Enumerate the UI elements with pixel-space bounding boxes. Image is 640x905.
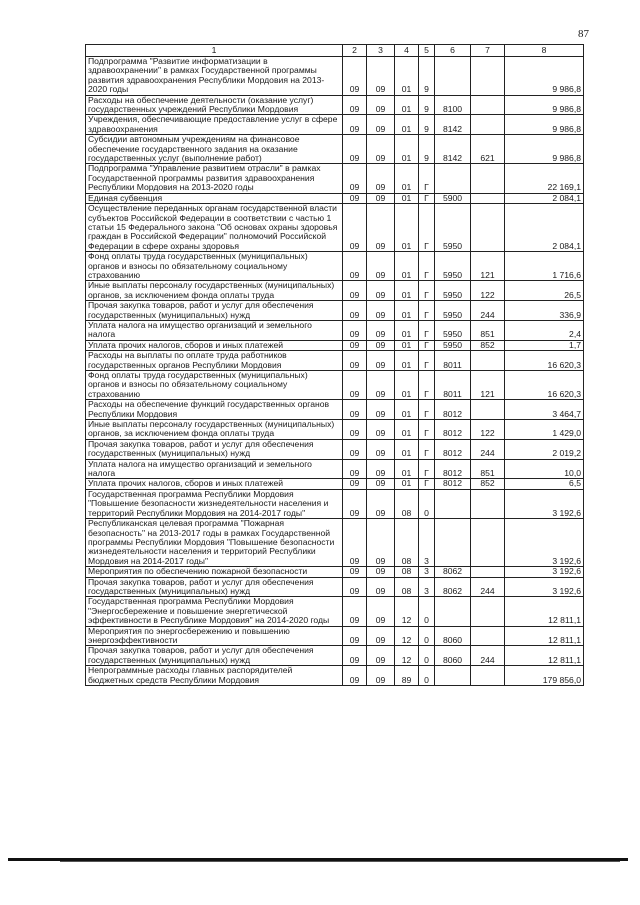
row-amount-cell: 16 620,3	[505, 351, 584, 371]
row-code-cell: 01	[395, 252, 419, 281]
row-code-cell: 09	[367, 459, 395, 479]
row-code-cell: 01	[395, 95, 419, 115]
table-row	[86, 371, 584, 400]
table-row	[86, 597, 584, 626]
row-code-cell: 09	[367, 281, 395, 301]
row-code-cell: 09	[343, 164, 367, 193]
row-name-cell: Уплата прочих налогов, сборов и иных платежей	[86, 479, 343, 489]
row-code-cell: Г	[419, 164, 435, 193]
table-row	[86, 420, 584, 440]
row-code-cell: 09	[343, 204, 367, 252]
row-code-cell: 09	[367, 420, 395, 440]
row-code-cell: 09	[367, 577, 395, 597]
row-code-cell: 8012	[435, 420, 471, 440]
row-code-cell: 8062	[435, 567, 471, 577]
row-code-cell	[471, 193, 505, 203]
row-code-cell: 09	[367, 371, 395, 400]
scan-edge-shadow	[60, 861, 620, 862]
table-row	[86, 489, 584, 518]
row-code-cell: 0	[419, 666, 435, 686]
row-code-cell: 8060	[435, 626, 471, 646]
row-name-cell: Иные выплаты персоналу государственных (муниципальных) органов, за исключением фонда оплаты труда	[86, 281, 343, 301]
row-code-cell: 121	[471, 252, 505, 281]
row-code-cell	[471, 57, 505, 96]
row-amount-cell: 2 084,1	[505, 204, 584, 252]
header-row	[86, 45, 584, 57]
row-code-cell	[471, 666, 505, 686]
row-amount-cell: 26,5	[505, 281, 584, 301]
row-code-cell	[471, 95, 505, 115]
row-code-cell	[435, 57, 471, 96]
row-amount-cell: 9 986,8	[505, 115, 584, 135]
row-name-cell: Прочая закупка товаров, работ и услуг для обеспечения государственных (муниципальных) нужд	[86, 577, 343, 597]
row-name-cell: Субсидии автономным учреждениям на финансовое обеспечение государственного задания на оказание государственных услуг (выполнение работ)	[86, 135, 343, 164]
row-code-cell: 122	[471, 281, 505, 301]
row-code-cell: 8142	[435, 115, 471, 135]
row-amount-cell: 3 192,6	[505, 489, 584, 518]
row-name-cell: Расходы на выплаты по оплате труда работников государственных органов Республики Мордовия	[86, 351, 343, 371]
row-code-cell: 89	[395, 666, 419, 686]
row-code-cell: Г	[419, 479, 435, 489]
row-amount-cell: 12 811,1	[505, 646, 584, 666]
row-code-cell: Г	[419, 320, 435, 340]
row-code-cell: 09	[343, 626, 367, 646]
table-row	[86, 567, 584, 577]
row-code-cell: 244	[471, 439, 505, 459]
row-code-cell: 12	[395, 626, 419, 646]
row-code-cell: 09	[343, 340, 367, 350]
row-code-cell	[471, 597, 505, 626]
row-code-cell: 121	[471, 371, 505, 400]
row-code-cell: 3	[419, 567, 435, 577]
row-code-cell: 8011	[435, 351, 471, 371]
row-code-cell: 09	[367, 320, 395, 340]
row-code-cell	[471, 400, 505, 420]
row-code-cell: 09	[343, 252, 367, 281]
row-code-cell: Г	[419, 371, 435, 400]
row-code-cell: 09	[367, 597, 395, 626]
row-code-cell: 0	[419, 597, 435, 626]
row-code-cell: 09	[343, 320, 367, 340]
row-code-cell: 5950	[435, 340, 471, 350]
row-name-cell: Непрограммные расходы главных распорядителей бюджетных средств Республики Мордовия	[86, 666, 343, 686]
row-code-cell: 09	[343, 439, 367, 459]
row-code-cell: 5950	[435, 281, 471, 301]
row-code-cell: 244	[471, 577, 505, 597]
row-code-cell: 01	[395, 115, 419, 135]
row-amount-cell: 9 986,8	[505, 135, 584, 164]
row-name-cell: Прочая закупка товаров, работ и услуг для обеспечения государственных (муниципальных) нужд	[86, 439, 343, 459]
row-code-cell: 9	[419, 115, 435, 135]
row-code-cell: 09	[367, 301, 395, 321]
table-row	[86, 646, 584, 666]
row-amount-cell: 3 464,7	[505, 400, 584, 420]
row-code-cell: 5900	[435, 193, 471, 203]
table-row	[86, 204, 584, 252]
row-code-cell: 01	[395, 479, 419, 489]
row-code-cell: 01	[395, 371, 419, 400]
row-code-cell	[471, 164, 505, 193]
row-code-cell: 09	[367, 479, 395, 489]
row-code-cell: 3	[419, 519, 435, 567]
row-code-cell: 5950	[435, 204, 471, 252]
row-amount-cell: 9 986,8	[505, 95, 584, 115]
row-name-cell: Расходы на обеспечение функций государственных органов Республики Мордовия	[86, 400, 343, 420]
row-code-cell: 09	[367, 135, 395, 164]
row-amount-cell: 2 019,2	[505, 439, 584, 459]
header-cell: 2	[343, 45, 367, 57]
row-code-cell: 8100	[435, 95, 471, 115]
table-row	[86, 135, 584, 164]
row-code-cell: 09	[343, 301, 367, 321]
row-code-cell: 01	[395, 193, 419, 203]
row-code-cell: 09	[367, 193, 395, 203]
row-code-cell: 09	[343, 489, 367, 518]
row-code-cell: 851	[471, 459, 505, 479]
row-code-cell: Г	[419, 459, 435, 479]
table-row	[86, 459, 584, 479]
row-code-cell: 09	[343, 400, 367, 420]
row-code-cell	[471, 519, 505, 567]
row-code-cell: 01	[395, 400, 419, 420]
row-code-cell	[471, 204, 505, 252]
row-code-cell: Г	[419, 400, 435, 420]
table-row	[86, 519, 584, 567]
header-cell: 6	[435, 45, 471, 57]
row-code-cell: 08	[395, 567, 419, 577]
table-body	[86, 57, 584, 686]
row-name-cell: Подпрограмма "Управление развитием отрасли" в рамках Государственной программы развития здравоохранения Республики Мордовия на 2013-2020 годы	[86, 164, 343, 193]
row-code-cell	[471, 115, 505, 135]
row-name-cell: Уплата прочих налогов, сборов и иных платежей	[86, 340, 343, 350]
table-row	[86, 439, 584, 459]
row-code-cell: 09	[367, 626, 395, 646]
row-name-cell: Уплата налога на имущество организаций и земельного налога	[86, 320, 343, 340]
row-amount-cell: 1 429,0	[505, 420, 584, 440]
table-row	[86, 479, 584, 489]
header-cell: 3	[367, 45, 395, 57]
row-code-cell: Г	[419, 420, 435, 440]
row-code-cell: 8012	[435, 479, 471, 489]
row-code-cell: 8011	[435, 371, 471, 400]
row-code-cell	[435, 519, 471, 567]
row-code-cell: 01	[395, 135, 419, 164]
row-name-cell: Осуществление переданных органам государственной власти субъектов Российской Федерации в соответствии с частью 1 статьи 15 Федерального закона "Об основах охраны здоровья граждан в Российской Федерации" полномочий Российской Федерации в сфере охраны здоровья	[86, 204, 343, 252]
row-code-cell: 09	[343, 115, 367, 135]
row-code-cell	[471, 351, 505, 371]
row-code-cell: Г	[419, 301, 435, 321]
table-row	[86, 95, 584, 115]
row-code-cell: 8012	[435, 439, 471, 459]
page-number: 87	[578, 28, 589, 40]
header-cell: 5	[419, 45, 435, 57]
row-code-cell: 09	[343, 351, 367, 371]
row-code-cell: 09	[367, 567, 395, 577]
row-code-cell: 01	[395, 320, 419, 340]
row-code-cell: 09	[343, 281, 367, 301]
table-row	[86, 115, 584, 135]
table-row	[86, 400, 584, 420]
row-amount-cell: 3 192,6	[505, 577, 584, 597]
row-code-cell: 09	[367, 400, 395, 420]
row-name-cell: Учреждения, обеспечивающие предоставление услуг в сфере здравоохранения	[86, 115, 343, 135]
row-code-cell: 9	[419, 135, 435, 164]
row-amount-cell: 6,5	[505, 479, 584, 489]
table-row	[86, 252, 584, 281]
row-code-cell: 09	[367, 164, 395, 193]
row-code-cell: 09	[343, 666, 367, 686]
row-code-cell: 01	[395, 439, 419, 459]
row-code-cell: 09	[343, 420, 367, 440]
row-code-cell: 0	[419, 489, 435, 518]
header-cell: 7	[471, 45, 505, 57]
row-code-cell: 09	[343, 567, 367, 577]
row-code-cell: 09	[343, 135, 367, 164]
row-code-cell: 01	[395, 459, 419, 479]
row-code-cell: 8060	[435, 646, 471, 666]
row-code-cell: 09	[367, 646, 395, 666]
row-code-cell: 01	[395, 281, 419, 301]
row-code-cell: 09	[343, 459, 367, 479]
row-code-cell: 09	[343, 95, 367, 115]
row-amount-cell: 179 856,0	[505, 666, 584, 686]
row-amount-cell: 12 811,1	[505, 626, 584, 646]
row-code-cell: 08	[395, 489, 419, 518]
row-name-cell: Фонд оплаты труда государственных (муниципальных) органов и взносы по обязательному социальному страхованию	[86, 252, 343, 281]
row-code-cell: 01	[395, 204, 419, 252]
row-code-cell: 09	[343, 193, 367, 203]
row-name-cell: Уплата налога на имущество организаций и земельного налога	[86, 459, 343, 479]
row-code-cell: 09	[367, 204, 395, 252]
row-code-cell: 5950	[435, 252, 471, 281]
row-code-cell: 09	[343, 371, 367, 400]
row-code-cell: Г	[419, 351, 435, 371]
row-name-cell: Единая субвенция	[86, 193, 343, 203]
row-name-cell: Прочая закупка товаров, работ и услуг для обеспечения государственных (муниципальных) нужд	[86, 646, 343, 666]
table-row	[86, 164, 584, 193]
header-cell: 4	[395, 45, 419, 57]
row-code-cell: 09	[367, 519, 395, 567]
table-row	[86, 626, 584, 646]
row-code-cell: Г	[419, 281, 435, 301]
row-amount-cell: 10,0	[505, 459, 584, 479]
row-name-cell: Расходы на обеспечение деятельности (оказание услуг) государственных учреждений Республики Мордовия	[86, 95, 343, 115]
table-row	[86, 281, 584, 301]
row-name-cell: Мероприятия по обеспечению пожарной безопасности	[86, 567, 343, 577]
table-row	[86, 340, 584, 350]
row-amount-cell: 336,9	[505, 301, 584, 321]
row-name-cell: Фонд оплаты труда государственных (муниципальных) органов и взносы по обязательному социальному страхованию	[86, 371, 343, 400]
row-amount-cell: 1,7	[505, 340, 584, 350]
row-code-cell: 9	[419, 95, 435, 115]
budget-table	[85, 44, 584, 686]
row-code-cell: 01	[395, 164, 419, 193]
row-code-cell: 9	[419, 57, 435, 96]
row-code-cell: 08	[395, 519, 419, 567]
row-code-cell: Г	[419, 439, 435, 459]
row-amount-cell: 9 986,8	[505, 57, 584, 96]
row-code-cell	[435, 164, 471, 193]
row-amount-cell: 3 192,6	[505, 519, 584, 567]
row-amount-cell: 1 716,6	[505, 252, 584, 281]
row-code-cell	[435, 489, 471, 518]
row-code-cell: 5950	[435, 301, 471, 321]
row-code-cell: 01	[395, 351, 419, 371]
row-code-cell: 852	[471, 479, 505, 489]
row-code-cell: 09	[343, 577, 367, 597]
row-code-cell: 09	[367, 57, 395, 96]
row-amount-cell: 16 620,3	[505, 371, 584, 400]
row-name-cell: Иные выплаты персоналу государственных (муниципальных) органов, за исключением фонда оплаты труда	[86, 420, 343, 440]
row-code-cell: 09	[343, 597, 367, 626]
row-code-cell: 01	[395, 420, 419, 440]
row-code-cell: 0	[419, 626, 435, 646]
row-code-cell: 09	[343, 57, 367, 96]
row-amount-cell: 2 084,1	[505, 193, 584, 203]
row-code-cell: 01	[395, 340, 419, 350]
row-code-cell: 09	[367, 95, 395, 115]
row-amount-cell: 12 811,1	[505, 597, 584, 626]
row-code-cell: 851	[471, 320, 505, 340]
row-code-cell: 8012	[435, 459, 471, 479]
row-code-cell: 621	[471, 135, 505, 164]
row-amount-cell: 3 192,6	[505, 567, 584, 577]
header-cell: 8	[505, 45, 584, 57]
row-code-cell: 01	[395, 57, 419, 96]
row-code-cell	[435, 597, 471, 626]
row-code-cell: 122	[471, 420, 505, 440]
row-code-cell: 09	[367, 489, 395, 518]
row-code-cell: 244	[471, 301, 505, 321]
row-amount-cell: 22 169,1	[505, 164, 584, 193]
row-code-cell: 5950	[435, 320, 471, 340]
row-code-cell: 09	[367, 666, 395, 686]
table-row	[86, 320, 584, 340]
table-row	[86, 301, 584, 321]
row-code-cell: 12	[395, 597, 419, 626]
row-code-cell: 244	[471, 646, 505, 666]
row-code-cell: 09	[343, 479, 367, 489]
row-code-cell: 3	[419, 577, 435, 597]
row-name-cell: Подпрограмма "Развитие информатизации в здравоохранении" в рамках Государственной программы развития здравоохранения Республики Мордовия на 2013-2020 годы	[86, 57, 343, 96]
row-code-cell: Г	[419, 193, 435, 203]
row-code-cell: 09	[367, 115, 395, 135]
row-code-cell: Г	[419, 204, 435, 252]
row-amount-cell: 2,4	[505, 320, 584, 340]
row-code-cell: 09	[367, 351, 395, 371]
row-name-cell: Государственная программа Республики Мордовия "Энергосбережение и повышение энергетической эффективности в Республике Мордовия" на 2014-2020 годы	[86, 597, 343, 626]
header-cell: 1	[86, 45, 343, 57]
row-code-cell: 8142	[435, 135, 471, 164]
row-code-cell	[471, 489, 505, 518]
row-name-cell: Государственная программа Республики Мордовия "Повышение безопасности жизнедеятельности населения и территорий Республики Мордовия на 2014-2017 годы"	[86, 489, 343, 518]
row-code-cell: 09	[367, 439, 395, 459]
table-row	[86, 193, 584, 203]
row-code-cell: 09	[367, 340, 395, 350]
row-name-cell: Мероприятия по энергосбережению и повышению энергоэффективности	[86, 626, 343, 646]
row-code-cell: 09	[367, 252, 395, 281]
row-code-cell: Г	[419, 252, 435, 281]
row-code-cell: 852	[471, 340, 505, 350]
row-code-cell	[471, 567, 505, 577]
row-name-cell: Республиканская целевая программа "Пожарная безопасность" на 2013-2017 годы в рамках Государственной программы Республики Мордовия "Повышение безопасности жизнедеятельности населения и территорий Республики Мордовия на 2014-2017 годы"	[86, 519, 343, 567]
row-code-cell	[471, 626, 505, 646]
row-code-cell	[435, 666, 471, 686]
row-code-cell: 01	[395, 301, 419, 321]
row-code-cell: 08	[395, 577, 419, 597]
row-code-cell: Г	[419, 340, 435, 350]
table-row	[86, 351, 584, 371]
row-code-cell: 09	[343, 519, 367, 567]
table-row	[86, 666, 584, 686]
row-code-cell: 8062	[435, 577, 471, 597]
row-code-cell: 0	[419, 646, 435, 666]
row-code-cell: 12	[395, 646, 419, 666]
row-code-cell: 8012	[435, 400, 471, 420]
row-name-cell: Прочая закупка товаров, работ и услуг для обеспечения государственных (муниципальных) нужд	[86, 301, 343, 321]
table-row	[86, 577, 584, 597]
row-code-cell: 09	[343, 646, 367, 666]
table-row	[86, 57, 584, 96]
